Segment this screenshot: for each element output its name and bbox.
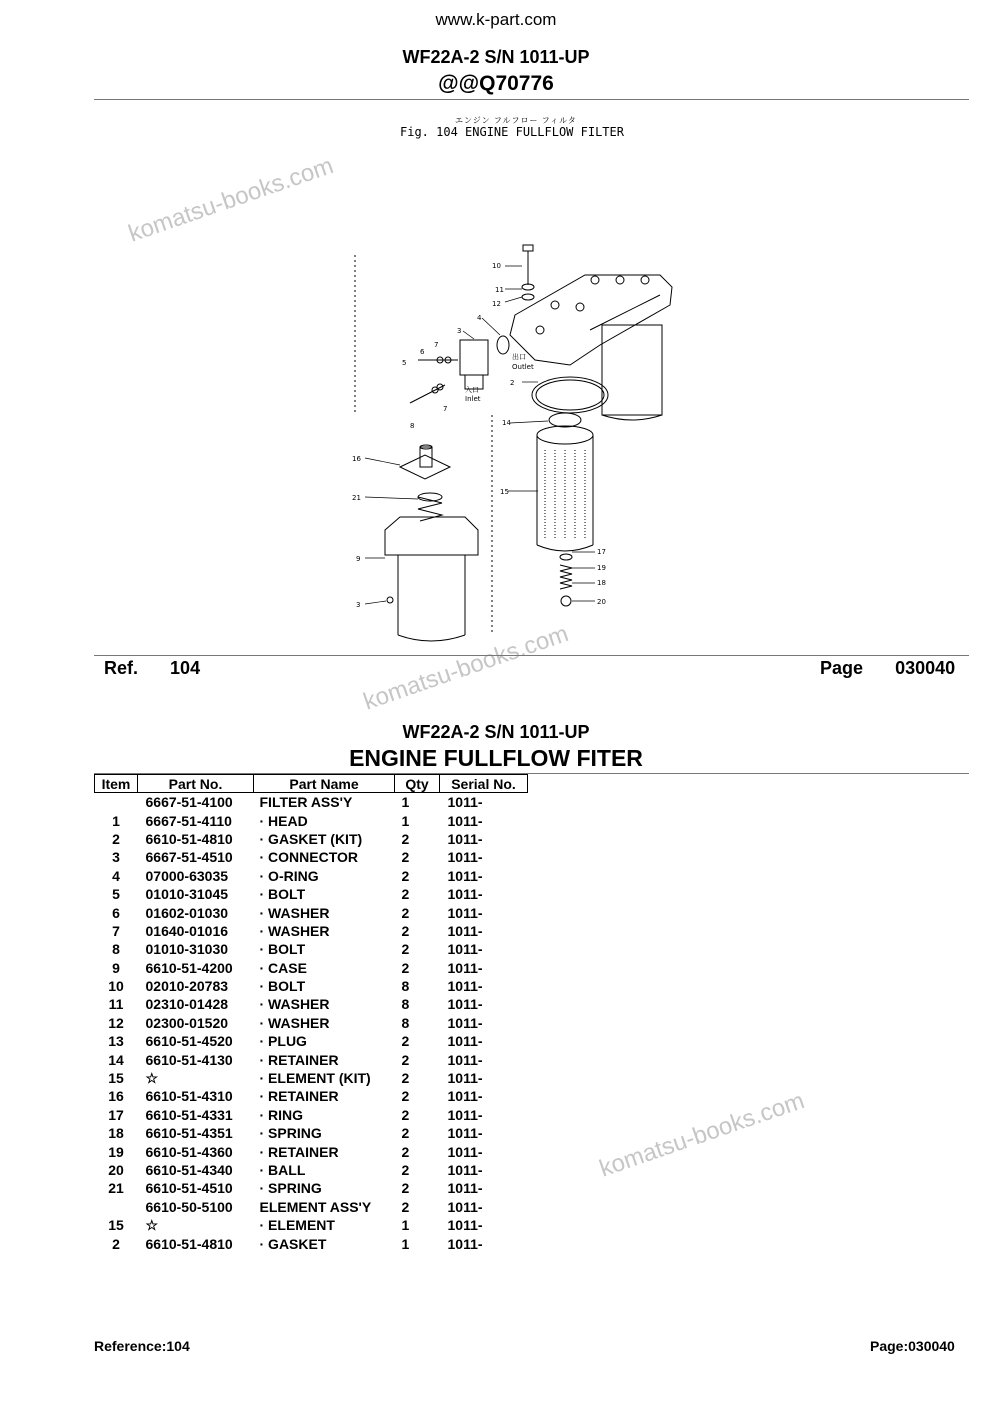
part-name-cell: · BOLT: [259, 978, 306, 995]
item-cell: 15: [108, 1070, 124, 1087]
part-name-cell: · BOLT: [259, 941, 306, 958]
model-heading: WF22A-2 S/N 1011-UP: [402, 47, 590, 67]
qty-cell: 8: [401, 1014, 410, 1031]
serial-cell: 1011-: [447, 1051, 483, 1068]
item-cell: 20: [108, 1162, 124, 1178]
section-title: ENGINE FULLFLOW FITER: [349, 745, 643, 771]
item-cell: 12: [108, 1014, 124, 1031]
top-divider: [94, 99, 969, 100]
small-bolt-part: [410, 357, 458, 403]
part-no-cell: 02010-20783: [145, 978, 229, 995]
watermark: komatsu-books.com: [360, 620, 572, 716]
callout: 20: [597, 598, 606, 606]
table-row: [95, 995, 528, 1013]
part-name-cell: FILTER ASS'Y: [259, 794, 353, 811]
serial-cell: 1011-: [447, 1180, 483, 1197]
item-cell: 17: [108, 1106, 124, 1123]
page-label: [820, 658, 955, 679]
callout: 3: [457, 327, 462, 335]
callout: 7: [434, 341, 439, 349]
col-serial: Serial No.: [440, 775, 528, 793]
part-no-cell: 6610-51-4351: [145, 1125, 233, 1142]
callout: 19: [597, 564, 606, 572]
part-name-cell: · SPRING: [259, 1125, 322, 1142]
qty-cell: 2: [401, 941, 410, 958]
qty-cell: 2: [401, 1198, 410, 1215]
callout: 16: [352, 455, 361, 463]
qty-cell: 2: [401, 1088, 410, 1105]
part-no-cell: 6610-51-4200: [145, 959, 233, 976]
part-no-cell: 6610-51-4331: [145, 1106, 233, 1123]
footer-reference: Reference:104: [94, 1338, 190, 1354]
part-name-cell: ELEMENT ASS'Y: [259, 1198, 372, 1215]
qty-cell: 2: [401, 922, 410, 939]
table-row: [95, 1198, 528, 1216]
item-cell: 4: [112, 867, 120, 884]
outlet-label-jp: 出口: [512, 353, 526, 361]
table-row: [95, 1161, 528, 1179]
item-cell: 1: [112, 812, 120, 829]
o-ring-part: [497, 336, 509, 354]
gasket-part: [536, 380, 604, 410]
serial-cell: 1011-: [447, 1235, 483, 1252]
inlet-label-jp: 入口: [465, 386, 479, 394]
filter-element-part: [537, 426, 593, 551]
serial-cell: 1011-: [447, 1125, 483, 1142]
item-cell: 11: [108, 996, 124, 1013]
exploded-diagram: [340, 235, 680, 650]
callout: 7: [443, 405, 448, 413]
item-cell: 5: [112, 886, 120, 903]
callout: 17: [597, 548, 606, 556]
callout: 3: [356, 601, 361, 609]
callout: 10: [492, 262, 501, 270]
spring-assembly-part: [560, 554, 572, 606]
watermark: komatsu-books.com: [596, 1087, 808, 1183]
part-no-cell: 6610-51-4340: [145, 1162, 233, 1178]
table-header-row: [95, 775, 528, 793]
item-cell: 6: [112, 904, 120, 921]
figure-caption-jp: エンジン フルフロー フィルタ: [455, 116, 577, 125]
gasket-part: [532, 377, 608, 413]
qty-cell: 1: [401, 1235, 410, 1252]
callout: 14: [502, 419, 511, 427]
col-item: Item: [95, 775, 138, 793]
qty-cell: 2: [401, 904, 410, 921]
part-name-cell: · BOLT: [259, 886, 306, 903]
qty-cell: 2: [401, 1125, 410, 1142]
table-row: [95, 1216, 528, 1234]
part-name-cell: · ELEMENT: [259, 1217, 335, 1234]
serial-cell: 1011-: [447, 1033, 483, 1050]
callout: 18: [597, 579, 606, 587]
serial-cell: 1011-: [447, 1217, 483, 1234]
table-row: [95, 903, 528, 921]
serial-cell: 1011-: [447, 1143, 483, 1160]
item-cell: 10: [108, 978, 124, 995]
retainer-part: [549, 413, 581, 427]
part-name-cell: · ELEMENT (KIT): [259, 1070, 371, 1087]
part-name-cell: · WASHER: [259, 1014, 330, 1031]
col-qty: Qty: [395, 775, 440, 793]
part-no-cell: 01010-31030: [145, 941, 229, 958]
connector-part: [460, 340, 488, 389]
callout: 4: [477, 314, 482, 322]
callout: 15: [500, 488, 509, 496]
part-no-cell: ☆: [145, 1216, 159, 1233]
part-no-cell: 6667-51-4110: [145, 812, 232, 829]
qty-cell: 1: [401, 794, 410, 811]
qty-cell: 2: [401, 959, 410, 976]
item-cell: 15: [108, 1217, 124, 1234]
table-row: [95, 1142, 528, 1160]
part-no-cell: ☆: [145, 1069, 159, 1086]
table-row: [95, 977, 528, 995]
serial-cell: 1011-: [447, 1014, 483, 1031]
part-no-cell: 6610-51-4130: [145, 1051, 233, 1068]
part-name-cell: · HEAD: [259, 812, 308, 829]
qty-cell: 1: [401, 1217, 410, 1234]
page-value: 030040: [895, 658, 956, 678]
part-name-cell: · CONNECTOR: [259, 849, 359, 866]
callout: 21: [352, 494, 361, 502]
site-url: www.k-part.com: [435, 10, 557, 29]
callout: 2: [510, 379, 515, 387]
part-no-cell: 6667-51-4510: [145, 849, 233, 866]
part-no-cell: 01010-31045: [145, 886, 229, 903]
section-model: WF22A-2 S/N 1011-UP: [402, 722, 590, 742]
serial-cell: 1011-: [447, 812, 483, 829]
item-cell: 14: [108, 1051, 124, 1068]
part-name-cell: · GASKET (KIT): [259, 830, 363, 847]
qty-cell: 2: [401, 1070, 410, 1087]
qty-cell: 2: [401, 1162, 410, 1178]
item-cell: 13: [108, 1033, 124, 1050]
part-name-cell: · RETAINER: [259, 1051, 339, 1068]
part-no-cell: 02300-01520: [145, 1014, 229, 1031]
ref-value: 104: [170, 658, 201, 678]
table-row: [95, 1124, 528, 1142]
part-no-cell: 01602-01030: [145, 904, 229, 921]
part-no-cell: 6667-51-4100: [145, 794, 233, 811]
item-cell: 8: [112, 941, 120, 958]
part-name-cell: · RING: [259, 1106, 304, 1123]
part-no-cell: 6610-51-4520: [145, 1033, 233, 1050]
part-no-cell: 6610-51-4510: [145, 1180, 233, 1197]
callout: 8: [410, 422, 415, 430]
table-row: [95, 1087, 528, 1105]
part-name-cell: · GASKET: [259, 1235, 327, 1252]
qty-cell: 2: [401, 867, 410, 884]
qty-cell: 2: [401, 1051, 410, 1068]
item-cell: 2: [112, 830, 120, 847]
outlet-label: Outlet: [512, 363, 534, 371]
table-row: [95, 1050, 528, 1068]
serial-cell: 1011-: [447, 794, 483, 811]
figure-caption: Fig. 104 ENGINE FULLFLOW FILTER: [400, 125, 624, 139]
serial-cell: 1011-: [447, 1088, 483, 1105]
item-cell: 19: [108, 1143, 124, 1160]
part-no-cell: 6610-50-5100: [145, 1198, 233, 1215]
part-no-cell: 01640-01016: [145, 922, 229, 939]
part-name-cell: · CASE: [259, 959, 307, 976]
item-cell: 16: [108, 1088, 124, 1105]
item-cell: 3: [112, 849, 120, 866]
serial-cell: 1011-: [447, 1162, 483, 1178]
qty-cell: 1: [401, 812, 410, 829]
serial-cell: 1011-: [447, 867, 483, 884]
item-cell: [95, 793, 138, 812]
inlet-label: Inlet: [465, 395, 481, 403]
item-cell: 2: [112, 1235, 120, 1252]
item-cell: 7: [112, 922, 120, 939]
top-retainer-part: [400, 445, 450, 479]
item-cell: 21: [108, 1180, 124, 1197]
part-no-cell: 07000-63035: [145, 867, 229, 884]
part-name-cell: · WASHER: [259, 904, 330, 921]
watermark: komatsu-books.com: [125, 152, 337, 248]
serial-cell: 1011-: [447, 941, 483, 958]
callout: 6: [420, 348, 425, 356]
serial-cell: 1011-: [447, 849, 483, 866]
table-row: [95, 811, 528, 829]
table-row: [95, 830, 528, 848]
serial-cell: 1011-: [447, 922, 483, 939]
qty-cell: 2: [401, 1033, 410, 1050]
serial-cell: 1011-: [447, 1070, 483, 1087]
part-no-cell: 6610-51-4810: [145, 830, 233, 847]
serial-cell: 1011-: [447, 978, 483, 995]
qty-cell: 2: [401, 849, 410, 866]
catalog-code: @@Q70776: [438, 72, 554, 95]
table-row: [95, 1234, 528, 1252]
callout: 5: [402, 359, 407, 367]
part-no-cell: 6610-51-4360: [145, 1143, 233, 1160]
qty-cell: 8: [401, 996, 410, 1013]
serial-cell: 1011-: [447, 959, 483, 976]
qty-cell: 2: [401, 1143, 410, 1160]
table-row: [95, 1106, 528, 1124]
ref-label-text: Ref.: [104, 658, 139, 678]
table-row: [95, 793, 528, 812]
item-cell: 18: [108, 1125, 124, 1142]
footer-page: Page:030040: [870, 1338, 955, 1354]
serial-cell: 1011-: [447, 1106, 483, 1123]
part-no-cell: 6610-51-4810: [145, 1235, 233, 1252]
part-no-cell: 6610-51-4310: [145, 1088, 233, 1105]
table-row: [95, 1179, 528, 1197]
table-row: [95, 1032, 528, 1050]
qty-cell: 2: [401, 1180, 410, 1197]
ref-divider: [94, 655, 969, 656]
serial-cell: 1011-: [447, 830, 483, 847]
ref-label: [104, 658, 200, 679]
serial-cell: 1011-: [447, 886, 483, 903]
filter-case-part: [385, 517, 478, 641]
table-row: [95, 940, 528, 958]
serial-cell: 1011-: [447, 996, 483, 1013]
item-cell: [95, 1198, 138, 1216]
bolt-part: [522, 245, 534, 300]
qty-cell: 2: [401, 886, 410, 903]
callout: 9: [356, 555, 361, 563]
page-label-text: Page: [820, 658, 864, 678]
col-part-no: Part No.: [138, 775, 254, 793]
table-row: [95, 1014, 528, 1032]
part-name-cell: · BALL: [259, 1162, 306, 1178]
qty-cell: 8: [401, 978, 410, 995]
col-part-name: Part Name: [254, 775, 395, 793]
parts-table: [94, 774, 528, 1253]
table-row: [95, 1069, 528, 1087]
qty-cell: 2: [401, 830, 410, 847]
table-row: [95, 885, 528, 903]
part-name-cell: · WASHER: [259, 922, 330, 939]
qty-cell: 2: [401, 1106, 410, 1123]
part-name-cell: · SPRING: [259, 1180, 322, 1197]
table-row: [95, 922, 528, 940]
part-name-cell: · RETAINER: [259, 1088, 339, 1105]
part-name-cell: · WASHER: [259, 996, 330, 1013]
table-row: [95, 959, 528, 977]
serial-cell: 1011-: [447, 1198, 483, 1215]
callout: 12: [492, 300, 501, 308]
part-no-cell: 02310-01428: [145, 996, 229, 1013]
table-row: [95, 848, 528, 866]
part-name-cell: · RETAINER: [259, 1143, 339, 1160]
part-name-cell: · O-RING: [259, 867, 319, 884]
part-name-cell: · PLUG: [259, 1033, 307, 1050]
serial-cell: 1011-: [447, 904, 483, 921]
callout: 11: [495, 286, 504, 294]
item-cell: 9: [112, 959, 120, 976]
table-row: [95, 867, 528, 885]
